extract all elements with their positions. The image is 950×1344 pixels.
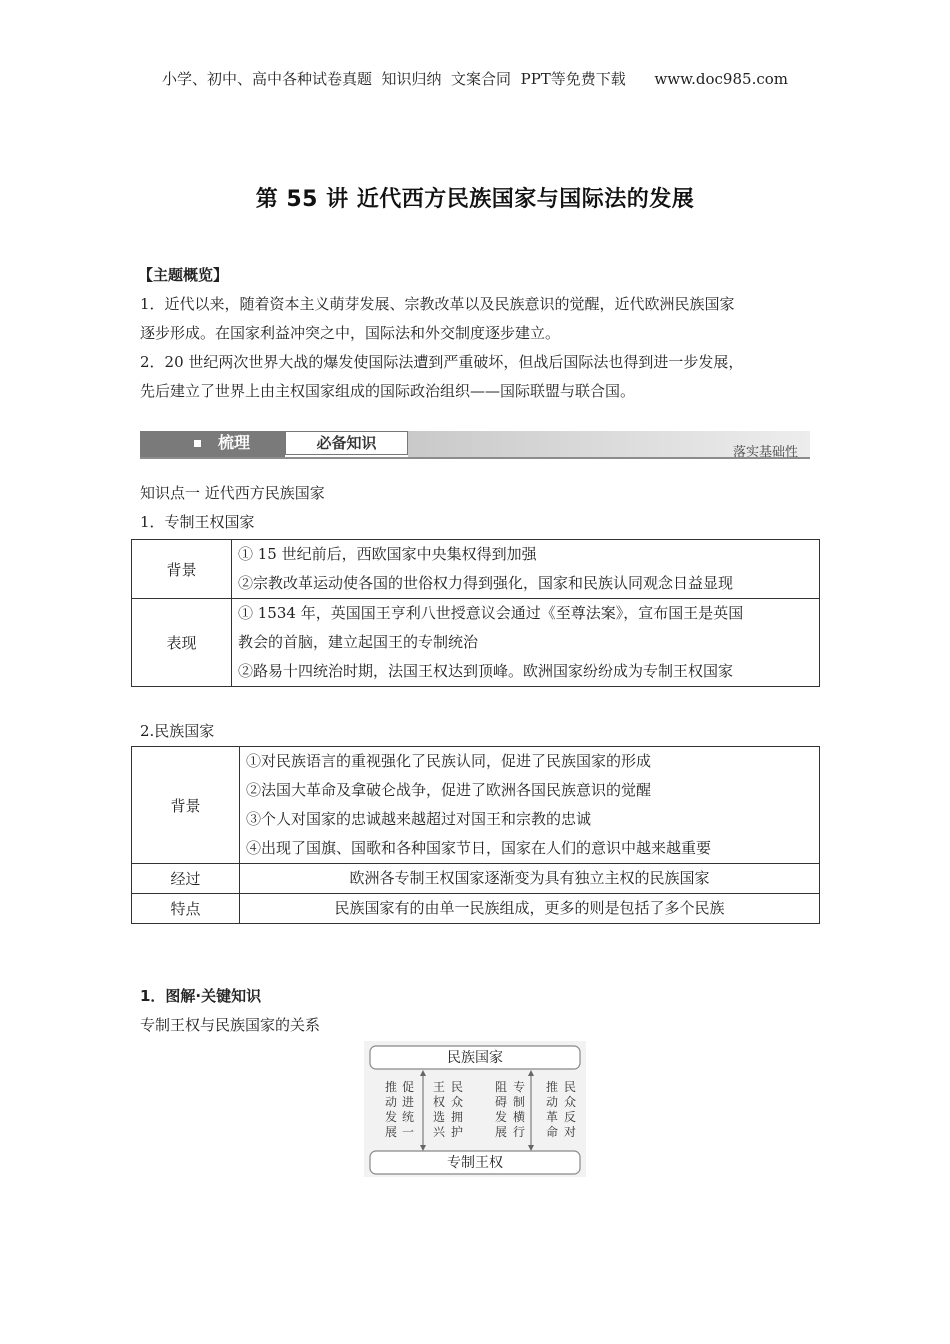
diagram-heading: 1．图解·关键知识 [140,987,262,1005]
diagram-column-text: 王权选兴 [432,1080,446,1139]
table-row [132,540,820,599]
row-line: 欧洲各专制王权国家逐渐变为具有独立主权的民族国家 [349,869,710,887]
row-label: 背景 [132,747,240,864]
nation-state-table [131,746,820,924]
row-line: ②法国大革命及拿破仑战争，促进了欧洲各国民族意识的觉醒 [246,781,652,799]
row-line: ③个人对国家的忠诚越来越超过对国王和宗教的忠诚 [246,810,592,828]
row-content [232,599,820,687]
diagram-column-text: 专制横行 [512,1080,526,1139]
diagram-column-text: 推动革命 [545,1080,559,1139]
row-label: 背景 [132,540,232,599]
banner-right-text: 落实基础性 [732,445,798,460]
row-line: ④出现了国旗、国歌和各种国家节日，国家在人们的意识中越来越重要 [246,839,712,857]
table-row [132,747,820,864]
row-content [240,747,820,864]
row-content [240,894,820,924]
diagram-column-text: 民众反对 [563,1080,577,1139]
overview-paragraph-2 [140,348,812,406]
overview-label: 【主题概览】 [138,266,229,284]
page-header: 小学、初中、高中各种试卷真题 知识归纳 文案合同 PPT等免费下载 www.doc985.com [161,70,788,88]
diagram-column-text: 促进统一 [401,1080,415,1139]
overview-p2-line2: 先后建立了世界上由主权国家组成的国际政治组织——国际联盟与联合国。 [140,382,636,400]
table-row [132,864,820,894]
row-content [240,864,820,894]
row-line: 教会的首脑，建立起国王的专制统治 [238,633,479,651]
knowledge-point-heading: 知识点一 近代西方民族国家 [140,484,325,502]
section-banner [140,431,810,467]
overview-p1-line1: 1．近代以来，随着资本主义萌芽发展、宗教改革以及民族意识的觉醒，近代欧洲民族国家 [140,295,735,313]
top-box-label: 民族国家 [447,1050,503,1066]
section2-heading: 2.民族国家 [140,722,215,740]
row-label: 特点 [132,894,240,924]
banner-tab-sort-label: 梳理 [218,433,251,452]
row-line: ①对民族语言的重视强化了民族认同，促进了民族国家的形成 [246,752,652,770]
bottom-box-label: 专制王权 [447,1155,503,1171]
page-title: 第 55 讲 近代西方民族国家与国际法的发展 [255,187,695,212]
row-line: ① 1534 年，英国国王亨利八世授意议会通过《至尊法案》，宣布国王是英国 [238,604,744,622]
overview-p2-line1: 2．20 世纪两次世界大战的爆发使国际法遭到严重破坏，但战后国际法也得到进一步发展， [140,353,744,371]
relationship-diagram [364,1041,586,1177]
square-bullet-icon [194,440,201,447]
row-label: 表现 [132,599,232,687]
diagram-subtitle: 专制王权与民族国家的关系 [140,1016,321,1034]
overview-p1-line2: 逐步形成。在国家利益冲突之中，国际法和外交制度逐步建立。 [140,324,561,342]
row-line: ②路易十四统治时期，法国王权达到顶峰。欧洲国家纷纷成为专制王权国家 [238,662,734,680]
row-line: 民族国家有的由单一民族组成，更多的则是包括了多个民族 [334,899,725,917]
diagram-column-text: 民众拥护 [450,1080,464,1139]
diagram-column-text: 阻碍发展 [494,1080,508,1139]
row-line: ②宗教改革运动使各国的世俗权力得到强化，国家和民族认同观念日益显现 [238,574,734,592]
row-line: ① 15 世纪前后，西欧国家中央集权得到加强 [238,545,537,563]
diagram-column-text: 推动发展 [384,1080,398,1139]
row-label: 经过 [132,864,240,894]
overview-paragraph-1 [140,290,812,348]
row-content [232,540,820,599]
absolute-monarchy-table [131,539,820,687]
banner-tab-sort [140,431,285,455]
banner-tab-knowledge: 必备知识 [285,431,408,455]
table-row [132,894,820,924]
table-row [132,599,820,687]
section1-heading: 1．专制王权国家 [140,513,255,531]
